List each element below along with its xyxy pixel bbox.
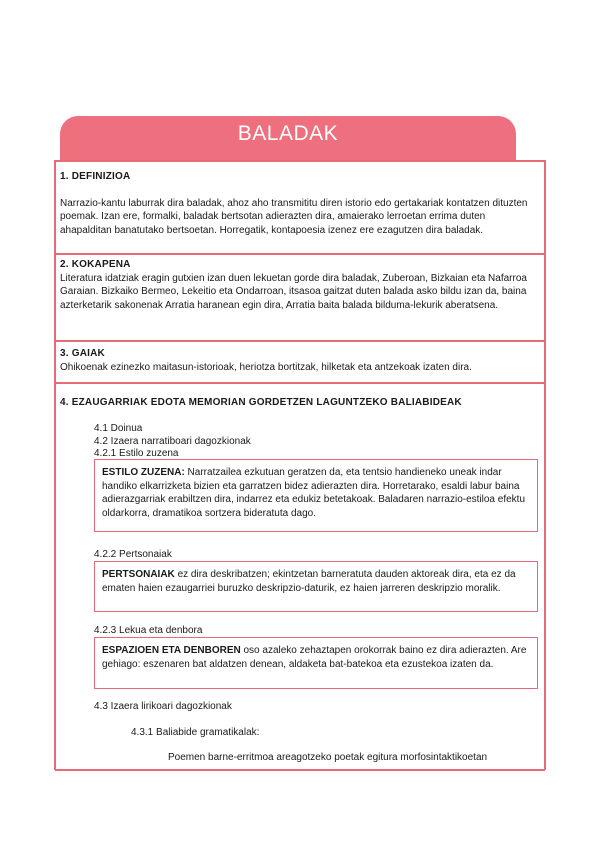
- subsection-doinua: 4.1 Doinua: [94, 423, 143, 434]
- espazio-denbora-term: ESPAZIOEN ETA DENBOREN: [102, 645, 241, 656]
- pertsonaiak-box: [94, 561, 538, 612]
- section-text-definizioa: Narrazio-kantu laburrak dira baladak, ahoz aho transmititu diren istorio edo gertakariak kontatzen dituzten poemak. Izan ere, formalki, baladak bertsotan adierazten dira, amaierako lerroetan errima duten ahapalditan banatutako bertsoetan. Horregatik, kontapoesia izenez ere ezagutzen dira baladak.: [60, 198, 528, 236]
- section-text-kokapena: Literatura idatziak eragin gutxien izan duen lekuetan gorde dira baladak, Zuberoan, Bizkaian eta Nafarroa Garaian. Bizkaiko Bermeo, Lekeitio eta Ondarroan, itsasoa gaitzat duten balada asko bildu izan da, baina azterketarik sakonenak Arratia haranean egin dira, Arratia baita balada bilduma-lekurik aberatsena.: [60, 273, 527, 311]
- estilo-zuzena-box: [94, 459, 538, 532]
- poemen-text: Poemen barne-erritmoa areagotzeko poetak egitura morfosintaktikoetan: [168, 752, 488, 763]
- divider: [55, 160, 545, 162]
- section-text-gaiak: Ohikoenak ezinezko maitasun-istorioak, heriotza bortitzak, hilketak eta antzekoak izaten dira.: [60, 362, 472, 373]
- section-title-gaiak: 3. GAIAK: [60, 348, 105, 359]
- pertsonaiak-term: PERTSONAIAK: [102, 569, 175, 580]
- divider: [55, 769, 545, 771]
- divider: [55, 340, 545, 342]
- subsection-pertsonaiak: 4.2.2 Pertsonaiak: [94, 549, 172, 560]
- frame-left: [54, 160, 56, 770]
- page-title: BALADAK: [237, 122, 339, 145]
- subsection-narratiboa: 4.2 Izaera narratiboari dagozkionak: [94, 436, 251, 447]
- subsection-lekua: 4.2.3 Lekua eta denbora: [94, 625, 203, 636]
- espazio-denbora-text: oso azaleko zehaztapen orokorrak baino ez dira adierazten. Are gehiago: eszenaren bat aldatzen denean, aldaketa bat-batekoa eta ezustekoa izaten da.: [102, 645, 527, 670]
- pertsonaiak-text: ez dira deskribatzen; ekintzetan barneratuta dauden aktoreak dira, eta ez da ematen haien ezaugarriei buruzko deskripzio-daturik, ez haien jarreren deskripzio moralik.: [102, 569, 516, 594]
- divider: [55, 382, 545, 384]
- estilo-zuzena-text: Narratzailea ezkutuan geratzen da, eta tentsio handieneko uneak indar handiko elkarrizketa bizien eta garratzen bidez adierazten dira. Horretarako, esaldi labur baina adierazgarriak erabiltzen dira, indarrez eta edukiz betetakoak. Baladaren narrazio-estiloa efektu oldarkorra, dramatikoa sortzera bideratuta dago.: [102, 467, 526, 519]
- frame-right: [544, 160, 546, 770]
- subsection-lirikoa: 4.3 Izaera lirikoari dagozkionak: [94, 701, 232, 712]
- subsection-gramatikalak: 4.3.1 Baliabide gramatikalak:: [131, 727, 260, 738]
- section-title-kokapena: 2. KOKAPENA: [60, 259, 131, 270]
- subsection-estiloa: 4.2.1 Estilo zuzena: [94, 448, 179, 459]
- section-title-ezaugarriak: 4. EZAUGARRIAK EDOTA MEMORIAN GORDETZEN LAGUNTZEKO BALIABIDEAK: [60, 397, 462, 408]
- divider: [55, 253, 545, 255]
- title-banner: [60, 116, 516, 160]
- section-title-definizioa: 1. DEFINIZIOA: [60, 171, 131, 182]
- espazio-denbora-box: [94, 637, 538, 689]
- estilo-zuzena-term: ESTILO ZUZENA:: [102, 467, 185, 478]
